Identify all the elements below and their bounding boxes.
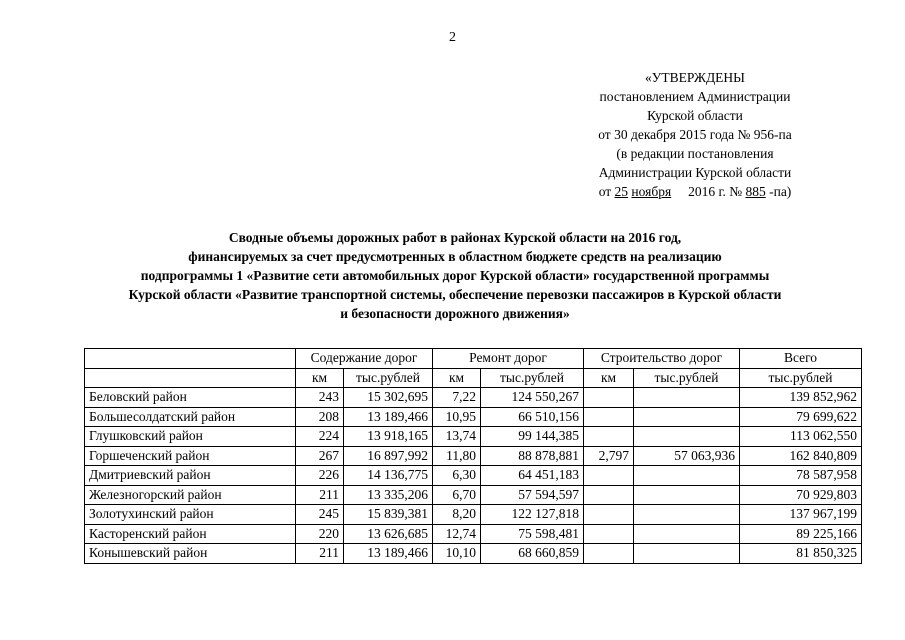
repair-km: 12,74 [433,524,481,544]
construction-rub [634,407,740,427]
subheader-km: км [584,368,634,388]
maintenance-km: 220 [296,524,344,544]
maintenance-km: 267 [296,446,344,466]
maintenance-rub: 13 189,466 [344,407,433,427]
district-name: Глушковский район [85,427,296,447]
construction-rub: 57 063,936 [634,446,740,466]
maintenance-km: 243 [296,388,344,408]
maintenance-rub: 14 136,775 [344,466,433,486]
table-subheader-row [85,368,862,388]
approval-number: 885 [745,184,766,199]
district-name: Дмитриевский район [85,466,296,486]
construction-rub [634,485,740,505]
repair-rub: 66 510,156 [481,407,584,427]
total-rub: 79 699,622 [740,407,862,427]
subheader-rub: тыс.рублей [634,368,740,388]
table-header-row [85,349,862,369]
total-rub: 137 967,199 [740,505,862,525]
district-name: Касторенский район [85,524,296,544]
maintenance-km: 211 [296,544,344,564]
maintenance-rub: 13 626,685 [344,524,433,544]
repair-km: 6,30 [433,466,481,486]
table-row [85,388,862,408]
maintenance-rub: 13 189,466 [344,544,433,564]
maintenance-rub: 16 897,992 [344,446,433,466]
district-name: Беловский район [85,388,296,408]
district-name: Железногорский район [85,485,296,505]
title-line: и безопасности дорожного движения» [340,306,570,321]
total-rub: 78 587,958 [740,466,862,486]
construction-rub [634,505,740,525]
construction-km [584,505,634,525]
header-repair: Ремонт дорог [433,349,584,369]
repair-km: 8,20 [433,505,481,525]
construction-rub [634,524,740,544]
table-row [85,524,862,544]
repair-km: 6,70 [433,485,481,505]
subheader-rub: тыс.рублей [740,368,862,388]
construction-km [584,544,634,564]
subheader-km: км [433,368,481,388]
repair-rub: 64 451,183 [481,466,584,486]
subheader-rub: тыс.рублей [481,368,584,388]
construction-km [584,466,634,486]
approval-line: от 30 декабря 2015 года № 956-па [598,127,792,142]
approval-suffix: -па) [769,184,792,199]
subheader-empty-cell [85,368,296,388]
construction-km: 2,797 [584,446,634,466]
approval-line: «УТВЕРЖДЕНЫ [645,70,745,85]
table-row [85,485,862,505]
header-maintenance: Содержание дорог [296,349,433,369]
title-line: Курской области «Развитие транспортной системы, обеспечение перевозки пассажиров в Курской области [128,287,782,302]
repair-km: 11,80 [433,446,481,466]
table-row [85,544,862,564]
maintenance-rub: 15 839,381 [344,505,433,525]
title-line: подпрограммы 1 «Развитие сети автомобильных дорог Курской области» государственной программы [140,268,770,283]
table-row [85,427,862,447]
approval-block [540,68,850,201]
approval-day: 25 [614,184,629,199]
approval-line-date [540,182,850,201]
header-construction: Строительство дорог [584,349,740,369]
construction-rub [634,466,740,486]
construction-km [584,524,634,544]
approval-year: 2016 г. № [688,184,743,199]
title-line: Сводные объемы дорожных работ в районах Курской области на 2016 год, [228,230,682,245]
construction-km [584,407,634,427]
repair-km: 13,74 [433,427,481,447]
total-rub: 139 852,962 [740,388,862,408]
district-name: Конышевский район [85,544,296,564]
construction-rub [634,427,740,447]
subheader-rub: тыс.рублей [344,368,433,388]
construction-km [584,427,634,447]
repair-rub: 88 878,881 [481,446,584,466]
maintenance-km: 226 [296,466,344,486]
district-name: Большесолдатский район [85,407,296,427]
page-number: 2 [449,30,456,45]
repair-rub: 57 594,597 [481,485,584,505]
maintenance-rub: 13 918,165 [344,427,433,447]
total-rub: 81 850,325 [740,544,862,564]
repair-rub: 122 127,818 [481,505,584,525]
approval-line: Администрации Курской области [598,165,792,180]
subheader-km: км [296,368,344,388]
construction-km [584,485,634,505]
construction-km [584,388,634,408]
approval-line: (в редакции постановления [616,146,774,161]
total-rub: 162 840,809 [740,446,862,466]
header-total: Всего [740,349,862,369]
maintenance-rub: 13 335,206 [344,485,433,505]
total-rub: 113 062,550 [740,427,862,447]
approval-line: Курской области [647,108,743,123]
total-rub: 89 225,166 [740,524,862,544]
table-row [85,446,862,466]
road-works-table [84,348,862,564]
repair-km: 10,10 [433,544,481,564]
header-empty-cell [85,349,296,369]
maintenance-km: 208 [296,407,344,427]
district-name: Горшеченский район [85,446,296,466]
table-row [85,505,862,525]
maintenance-rub: 15 302,695 [344,388,433,408]
maintenance-km: 211 [296,485,344,505]
approval-month: ноября [631,184,672,199]
table-row [85,466,862,486]
table-row [85,407,862,427]
approval-line: постановлением Администрации [599,89,791,104]
document-title [60,228,850,323]
maintenance-km: 245 [296,505,344,525]
repair-rub: 124 550,267 [481,388,584,408]
repair-rub: 75 598,481 [481,524,584,544]
maintenance-km: 224 [296,427,344,447]
construction-rub [634,544,740,564]
repair-rub: 99 144,385 [481,427,584,447]
construction-rub [634,388,740,408]
district-name: Золотухинский район [85,505,296,525]
repair-rub: 68 660,859 [481,544,584,564]
title-line: финансируемых за счет предусмотренных в областном бюджете средств на реализацию [188,249,722,264]
approval-prefix: от [598,184,612,199]
repair-km: 10,95 [433,407,481,427]
total-rub: 70 929,803 [740,485,862,505]
repair-km: 7,22 [433,388,481,408]
